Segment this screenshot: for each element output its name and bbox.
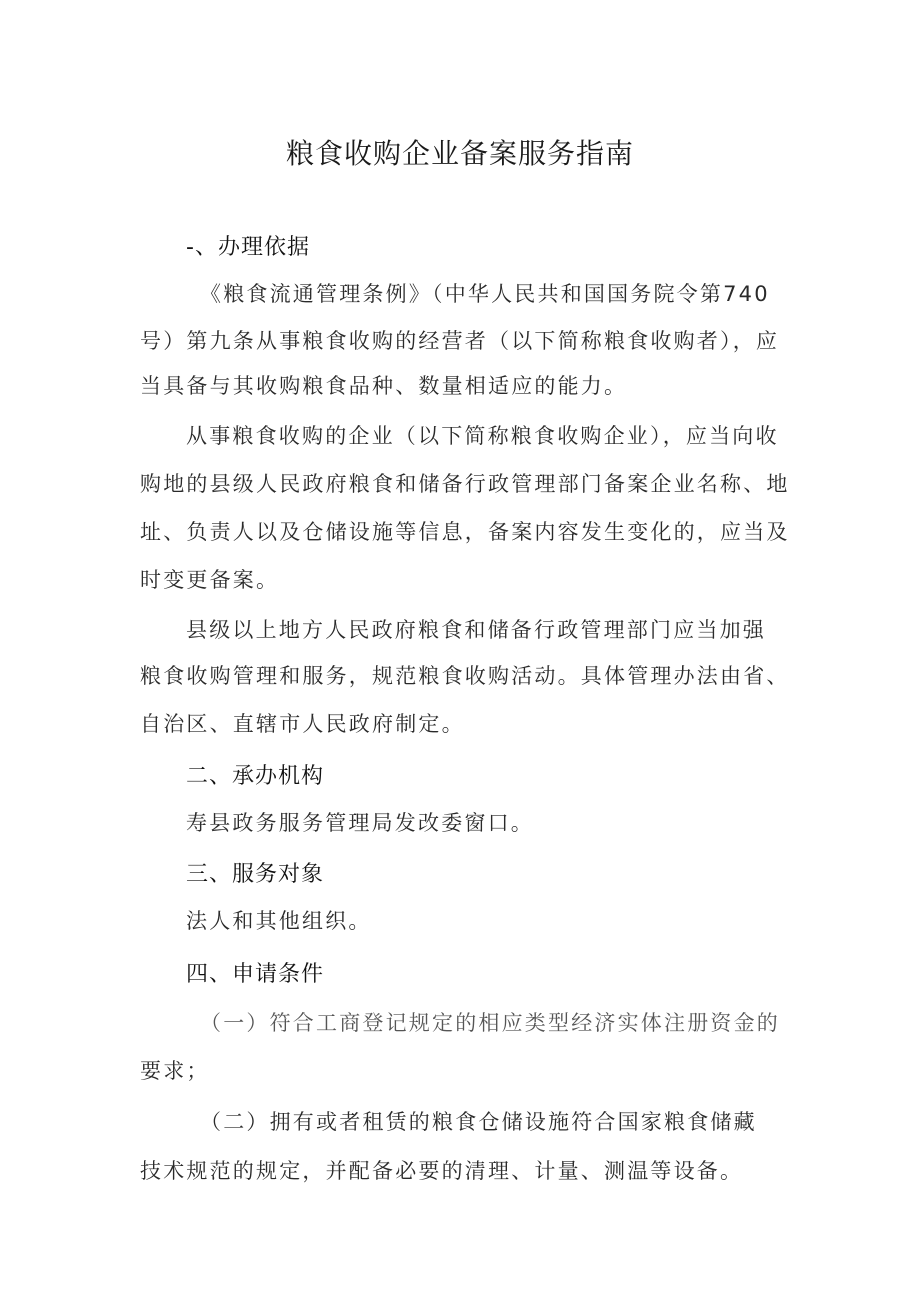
section-1-heading: -、办理依据 xyxy=(186,235,310,260)
section-3-text: 法人和其他组织。 xyxy=(186,909,372,933)
section-4-item-1-line-2: 要求； xyxy=(140,1059,210,1083)
section-4-item-1-line-1: （一）符合工商登记规定的相应类型经济实体注册资金的 xyxy=(200,1011,780,1035)
section-2-heading: 二、承办机构 xyxy=(186,764,325,789)
section-1-paragraph-2-line-1: 从事粮食收购的企业（以下简称粮食收购企业），应当向收 xyxy=(186,424,779,448)
section-1-paragraph-2-line-4: 时变更备案。 xyxy=(140,568,280,592)
section-1-paragraph-1-line-1: 《粮食流通管理条例》（中华人民共和国国务院令第740 xyxy=(200,282,770,306)
section-4-heading: 四、申请条件 xyxy=(186,962,325,987)
section-1-paragraph-3-line-2: 粮食收购管理和服务，规范粮食收购活动。具体管理办法由省、 xyxy=(140,664,790,688)
section-2-text: 寿县政务服务管理局发改委窗口。 xyxy=(186,811,534,835)
section-1-paragraph-2-line-3: 址、负责人以及仓储设施等信息，备案内容发生变化的，应当及 xyxy=(140,520,790,544)
section-1-paragraph-1-line-2: 号）第九条从事粮食收购的经营者（以下简称粮食收购者），应 xyxy=(140,329,780,353)
document-title: 粮食收购企业备案服务指南 xyxy=(285,137,634,170)
section-1-paragraph-3-line-3: 自治区、直辖市人民政府制定。 xyxy=(140,712,465,736)
section-3-heading: 三、服务对象 xyxy=(186,862,325,887)
section-1-paragraph-2-line-2: 购地的县级人民政府粮食和储备行政管理部门备案企业名称、地 xyxy=(140,472,790,496)
section-1-paragraph-1-line-3: 当具备与其收购粮食品种、数量相适应的能力。 xyxy=(140,374,628,398)
section-1-paragraph-3-line-1: 县级以上地方人民政府粮食和储备行政管理部门应当加强 xyxy=(186,618,766,642)
section-4-item-2-line-2: 技术规范的规定，并配备必要的清理、计量、测温等设备。 xyxy=(140,1159,744,1183)
section-4-item-2-line-1: （二）拥有或者租赁的粮食仓储设施符合国家粮食储藏 xyxy=(200,1110,757,1134)
